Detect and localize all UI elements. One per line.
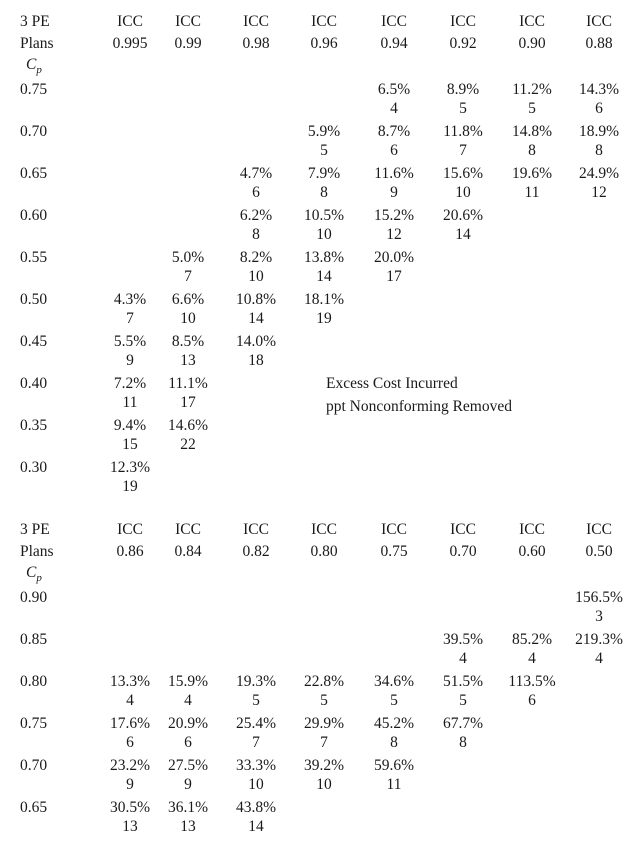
cp-symbol [26, 55, 42, 80]
cell-ppt-removed: 6 [252, 184, 260, 201]
cell-ppt-removed: 5 [459, 692, 467, 709]
column-header-icc: ICC [243, 521, 269, 538]
cell-ppt-removed: 4 [459, 650, 467, 667]
column-header-icc: ICC [519, 521, 545, 538]
cell-excess-cost: 27.5% [167, 757, 209, 774]
column-header-value: 0.84 [174, 543, 202, 560]
cell-excess-cost: 19.6% [511, 165, 553, 182]
corner-label-line1: 3 PE [20, 521, 50, 538]
cell-excess-cost: 5.9% [307, 123, 341, 140]
cell-ppt-removed: 19 [122, 478, 138, 495]
cell-ppt-removed: 10 [316, 226, 332, 243]
cell-excess-cost: 6.5% [377, 81, 411, 98]
cell-ppt-removed: 6 [528, 692, 536, 709]
column-header-value: 0.94 [380, 35, 408, 52]
cell-ppt-removed: 9 [126, 352, 134, 369]
column-header-value: 0.50 [585, 543, 613, 560]
cell-ppt-removed: 18 [248, 352, 264, 369]
column-header-value: 0.75 [380, 543, 408, 560]
cell-excess-cost: 113.5% [508, 673, 556, 690]
cp-letter: C [26, 56, 37, 73]
cell-excess-cost: 6.2% [239, 207, 273, 224]
column-header-value: 0.99 [174, 35, 202, 52]
cell-ppt-removed: 17 [180, 394, 196, 411]
cell-excess-cost: 25.4% [235, 715, 277, 732]
cell-excess-cost: 5.5% [113, 333, 147, 350]
cell-excess-cost: 67.7% [442, 715, 484, 732]
cell-excess-cost: 14.3% [578, 81, 620, 98]
cell-excess-cost: 11.2% [512, 81, 552, 98]
column-header-icc: ICC [311, 521, 337, 538]
cp-letter: C [26, 564, 37, 581]
cell-excess-cost: 7.9% [307, 165, 341, 182]
cell-excess-cost: 29.9% [303, 715, 345, 732]
column-header-icc: ICC [311, 13, 337, 30]
column-header-icc: ICC [586, 521, 612, 538]
cell-ppt-removed: 4 [595, 650, 603, 667]
cell-excess-cost: 85.2% [511, 631, 553, 648]
cell-excess-cost: 12.3% [109, 459, 151, 476]
cell-ppt-removed: 9 [126, 776, 134, 793]
cell-excess-cost: 8.9% [446, 81, 480, 98]
column-header-icc: ICC [175, 13, 201, 30]
column-header-icc: ICC [381, 13, 407, 30]
cell-excess-cost: 10.5% [303, 207, 345, 224]
cell-excess-cost: 14.8% [511, 123, 553, 140]
column-header-value: 0.82 [242, 543, 270, 560]
row-label-cp: 0.75 [20, 81, 48, 98]
cell-excess-cost: 14.6% [167, 417, 209, 434]
cell-excess-cost: 30.5% [109, 799, 151, 816]
cell-ppt-removed: 11 [122, 394, 138, 411]
column-header-icc: ICC [175, 521, 201, 538]
cell-excess-cost: 39.5% [442, 631, 484, 648]
column-header-icc: ICC [586, 13, 612, 30]
cell-excess-cost: 219.3% [575, 631, 623, 648]
row-label-cp: 0.70 [20, 123, 48, 140]
cell-excess-cost: 4.7% [239, 165, 273, 182]
cell-excess-cost: 8.5% [171, 333, 205, 350]
cell-ppt-removed: 13 [180, 352, 196, 369]
column-header-value: 0.98 [242, 35, 270, 52]
cell-excess-cost: 8.2% [239, 249, 273, 266]
cell-excess-cost: 20.6% [442, 207, 484, 224]
corner-label-line2: Plans [20, 35, 54, 52]
cell-ppt-removed: 14 [248, 310, 264, 327]
cell-ppt-removed: 6 [390, 142, 398, 159]
cp-symbol [26, 563, 42, 588]
column-header-value: 0.92 [449, 35, 477, 52]
cell-ppt-removed: 17 [386, 268, 402, 285]
cell-ppt-removed: 8 [595, 142, 603, 159]
cell-ppt-removed: 4 [390, 100, 398, 117]
cell-ppt-removed: 10 [455, 184, 471, 201]
cell-ppt-removed: 10 [180, 310, 196, 327]
cell-excess-cost: 19.3% [235, 673, 277, 690]
cell-ppt-removed: 4 [126, 692, 134, 709]
cell-excess-cost: 4.3% [113, 291, 147, 308]
cell-ppt-removed: 19 [316, 310, 332, 327]
cell-ppt-removed: 10 [316, 776, 332, 793]
cell-ppt-removed: 10 [248, 268, 264, 285]
cell-excess-cost: 24.9% [578, 165, 620, 182]
column-header-icc: ICC [381, 521, 407, 538]
column-header-icc: ICC [519, 13, 545, 30]
cell-ppt-removed: 8 [320, 184, 328, 201]
cell-ppt-removed: 8 [528, 142, 536, 159]
cell-excess-cost: 15.2% [373, 207, 415, 224]
cell-excess-cost: 8.7% [377, 123, 411, 140]
column-header-value: 0.88 [585, 35, 613, 52]
cell-excess-cost: 7.2% [113, 375, 147, 392]
row-label-cp: 0.35 [20, 417, 48, 434]
row-label-cp: 0.40 [20, 375, 48, 392]
row-label-cp: 0.65 [20, 799, 48, 816]
cell-excess-cost: 15.6% [442, 165, 484, 182]
column-header-value: 0.995 [112, 35, 148, 52]
cell-ppt-removed: 15 [122, 436, 138, 453]
cell-ppt-removed: 9 [184, 776, 192, 793]
cell-ppt-removed: 5 [390, 692, 398, 709]
cell-excess-cost: 10.8% [235, 291, 277, 308]
row-label-cp: 0.80 [20, 673, 48, 690]
cell-excess-cost: 11.8% [443, 123, 483, 140]
cell-ppt-removed: 6 [184, 734, 192, 751]
row-label-cp: 0.45 [20, 333, 48, 350]
corner-label-line1: 3 PE [20, 13, 50, 30]
cell-excess-cost: 11.1% [168, 375, 208, 392]
row-label-cp: 0.70 [20, 757, 48, 774]
column-header-value: 0.90 [518, 35, 546, 52]
cell-ppt-removed: 13 [180, 818, 196, 835]
cell-excess-cost: 23.2% [109, 757, 151, 774]
cell-excess-cost: 59.6% [373, 757, 415, 774]
row-label-cp: 0.85 [20, 631, 48, 648]
cell-ppt-removed: 8 [252, 226, 260, 243]
row-label-cp: 0.65 [20, 165, 48, 182]
column-header-icc: ICC [450, 13, 476, 30]
cell-ppt-removed: 8 [390, 734, 398, 751]
row-label-cp: 0.50 [20, 291, 48, 308]
cell-ppt-removed: 5 [528, 100, 536, 117]
cp-subscript: p [36, 572, 42, 585]
row-label-cp: 0.90 [20, 589, 48, 606]
cell-ppt-removed: 14 [455, 226, 471, 243]
cell-excess-cost: 5.0% [171, 249, 205, 266]
row-label-cp: 0.60 [20, 207, 48, 224]
row-label-cp: 0.30 [20, 459, 48, 476]
cell-ppt-removed: 11 [386, 776, 402, 793]
column-header-value: 0.96 [310, 35, 338, 52]
cell-ppt-removed: 5 [252, 692, 260, 709]
row-label-cp: 0.55 [20, 249, 48, 266]
column-header-icc: ICC [117, 13, 143, 30]
cell-excess-cost: 22.8% [303, 673, 345, 690]
cell-ppt-removed: 4 [528, 650, 536, 667]
cell-ppt-removed: 5 [320, 692, 328, 709]
row-label-cp: 0.75 [20, 715, 48, 732]
cell-excess-cost: 18.1% [303, 291, 345, 308]
cell-excess-cost: 45.2% [373, 715, 415, 732]
cell-ppt-removed: 14 [316, 268, 332, 285]
cell-excess-cost: 13.3% [109, 673, 151, 690]
cell-ppt-removed: 6 [595, 100, 603, 117]
cell-ppt-removed: 10 [248, 776, 264, 793]
cell-ppt-removed: 3 [595, 608, 603, 625]
cell-excess-cost: 9.4% [113, 417, 147, 434]
cell-ppt-removed: 14 [248, 818, 264, 835]
cell-excess-cost: 20.0% [373, 249, 415, 266]
cell-ppt-removed: 4 [184, 692, 192, 709]
column-header-icc: ICC [117, 521, 143, 538]
cell-ppt-removed: 8 [459, 734, 467, 751]
column-header-icc: ICC [450, 521, 476, 538]
cell-excess-cost: 15.9% [167, 673, 209, 690]
cell-excess-cost: 34.6% [373, 673, 415, 690]
cell-excess-cost: 33.3% [235, 757, 277, 774]
cell-ppt-removed: 7 [459, 142, 467, 159]
cell-excess-cost: 156.5% [575, 589, 623, 606]
column-header-value: 0.60 [518, 543, 546, 560]
legend-line-1: Excess Cost Incurred [326, 375, 458, 392]
cell-ppt-removed: 5 [459, 100, 467, 117]
cell-excess-cost: 36.1% [167, 799, 209, 816]
cell-excess-cost: 20.9% [167, 715, 209, 732]
cp-subscript: p [36, 64, 42, 77]
cell-ppt-removed: 12 [591, 184, 607, 201]
cell-ppt-removed: 11 [524, 184, 540, 201]
cell-excess-cost: 11.6% [374, 165, 414, 182]
column-header-value: 0.80 [310, 543, 338, 560]
legend-line-2: ppt Nonconforming Removed [326, 398, 512, 415]
cell-ppt-removed: 9 [390, 184, 398, 201]
cell-excess-cost: 18.9% [578, 123, 620, 140]
corner-label-line2: Plans [20, 543, 54, 560]
cell-ppt-removed: 13 [122, 818, 138, 835]
cell-excess-cost: 13.8% [303, 249, 345, 266]
cell-excess-cost: 39.2% [303, 757, 345, 774]
cell-excess-cost: 51.5% [442, 673, 484, 690]
cell-ppt-removed: 7 [320, 734, 328, 751]
column-header-value: 0.70 [449, 543, 477, 560]
cell-ppt-removed: 5 [320, 142, 328, 159]
cell-ppt-removed: 6 [126, 734, 134, 751]
cell-excess-cost: 43.8% [235, 799, 277, 816]
column-header-value: 0.86 [116, 543, 144, 560]
cell-excess-cost: 14.0% [235, 333, 277, 350]
cell-ppt-removed: 7 [252, 734, 260, 751]
cell-ppt-removed: 7 [184, 268, 192, 285]
cell-excess-cost: 17.6% [109, 715, 151, 732]
cell-excess-cost: 6.6% [171, 291, 205, 308]
column-header-icc: ICC [243, 13, 269, 30]
cell-ppt-removed: 22 [180, 436, 196, 453]
cell-ppt-removed: 7 [126, 310, 134, 327]
cell-ppt-removed: 12 [386, 226, 402, 243]
